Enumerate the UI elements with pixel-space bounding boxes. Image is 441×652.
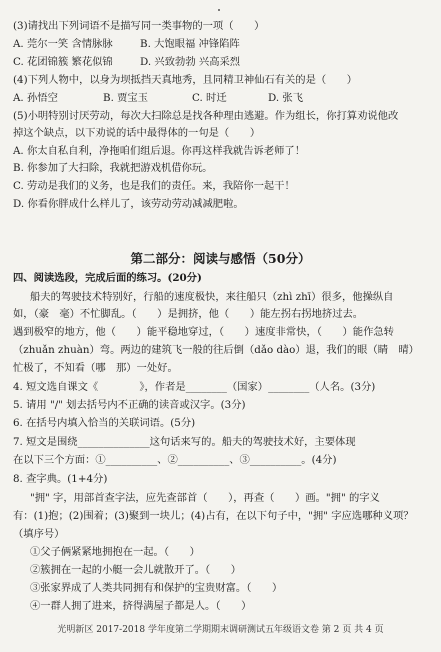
q5-option-b: B. 你参加了大扫除，我就把游戏机借你玩。 (13, 162, 213, 174)
question-7-line1: 7. 短文是围绕______________这句话来写的。船夫的驾驶技术好，主要体现 (13, 436, 356, 448)
q8-item-1: ①父子俩紧紧地拥抱在一起。（ ） (30, 546, 200, 558)
q5-option-d: D. 你看你胖成什么样儿了，该劳动劳动减减肥啦。 (13, 198, 244, 210)
q5-stem-line1: (5)小明特别讨厌劳动，每次大扫除总是找各种理由逃避。作为组长，你打算劝说他改 (13, 110, 399, 122)
question-8: 8. 查字典。(1+4分) (13, 473, 108, 485)
q3-option-c: C. 花团锦簇 繁花似锦 (13, 56, 113, 68)
q3-option-d: D. 兴致勃勃 兴高采烈 (140, 56, 241, 68)
q5-option-c: C. 劳动是我们的义务，也是我们的责任。来，我陪你一起干！ (13, 180, 295, 192)
passage-line-1: 船夫的驾驶技术特别好，行船的速度极快，来往船只（zhì zhī）很多，他操纵自 (30, 291, 394, 303)
question-4: 4. 短文选自课文《 》，作者是________（国家）________（人名。(3分) (13, 381, 376, 393)
page-footer: 光明新区 2017-2018 学年度第二学期期末调研测试五年级语文卷 第 2 页 共 4 页 (57, 625, 384, 635)
scan-mark (218, 9, 220, 11)
q8-item-3: ③张家界成了人类共同拥有和保护的宝贵财富。（ ） (30, 582, 283, 594)
q8-item-4: ④一群人拥了进来，挤得满屋子都是人。（ ） (30, 600, 252, 612)
q4-option-b: B. 贾宝玉 (103, 92, 149, 104)
q4-option-c: C. 时迁 (192, 92, 227, 104)
q4-option-a: A. 孙悟空 (13, 92, 58, 104)
q5-option-a: A. 你太自私自利，净拖咱们组后退。你再这样我就告诉老师了！ (13, 145, 305, 157)
section4-title: 四、阅读选段，完成后面的练习。(20分) (13, 272, 202, 284)
q4-stem: (4)下列人物中，以身为坝抵挡天真地秀，且同精卫神仙石有关的是（ ） (13, 74, 358, 86)
passage-line-4: （zhuǎn zhuàn）弯。两边的建筑飞一般的往后倒（dǎo dào）退，我们的眼（睛 晴） (13, 344, 419, 356)
q8-item-2: ②簇拥在一起的小艇一会儿就散开了。（ ） (30, 564, 242, 576)
passage-line-2: 如，（豪 毫）不忙脚乱。（ ）是拥挤，他（ ）能左拐右拐地挤过去。 (13, 308, 364, 320)
passage-line-5: 忙极了，不知看（哪 那）一处好。 (13, 362, 178, 374)
q8-line-2: 有：(1)抱；(2)围着；(3)聚到一块儿；(4)占有，在以下句子中，"拥" 字应选哪种义项？ (13, 510, 414, 522)
part2-title: 第二部分：阅读与感悟（50分） (130, 251, 311, 266)
q3-stem: (3)请找出下列词语不是描写同一类事物的一项（ ） (13, 20, 265, 32)
question-6: 6. 在括号内填入恰当的关联词语。(5分) (13, 417, 196, 429)
q8-line-1: "拥" 字，用部首查字法，应先查部首（ ），再查（ ）画。"拥" 的字义 (30, 492, 380, 504)
passage-line-3: 遇到极窄的地方，他（ ）能平稳地穿过，（ ）速度非常快，（ ）能作急转 (13, 326, 394, 338)
q5-stem-line2: 掉这个缺点，以下劝说的话中最得体的一句是（ ） (13, 127, 261, 139)
q3-option-a: A. 莞尔一笑 含情脉脉 (13, 38, 113, 50)
q8-line-3: （填序号） (13, 528, 65, 540)
question-5: 5. 请用 "/" 划去括号内不正确的读音或汉字。(3分) (13, 399, 246, 411)
q3-option-b: B. 大饱眼福 冲锋陷阵 (140, 38, 240, 50)
question-7-line2: 在以下三个方面：①__________、②__________、③__________。(4分) (13, 454, 337, 466)
q4-option-d: D. 张飞 (268, 92, 304, 104)
